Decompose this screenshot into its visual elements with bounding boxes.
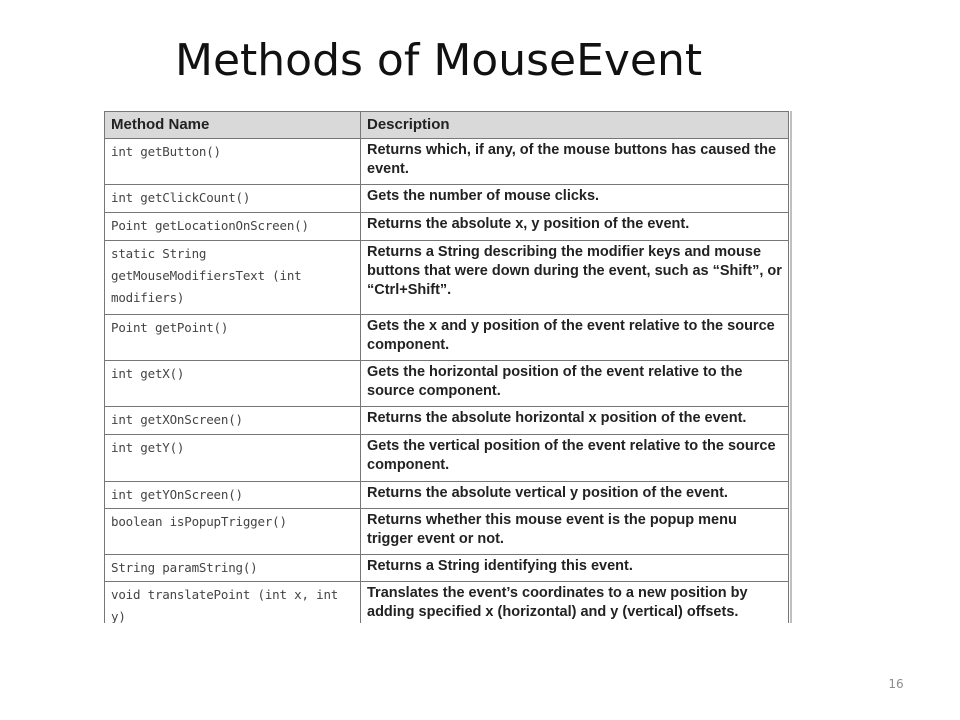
table-row [105,555,789,582]
method-name-header: Method Name [105,112,361,139]
method-signature: Point getLocationOnScreen() [105,213,361,241]
slide-title: Methods of MouseEvent [175,35,703,86]
method-description: Returns which, if any, of the mouse buttons has caused the event. [361,139,789,185]
method-description: Translates the event’s coordinates to a new position by adding specified x (horizontal) and y (vertical) offsets. [361,582,789,624]
method-signature: int getYOnScreen() [105,482,361,509]
method-signature: int getY() [105,435,361,482]
page-number: 16 [888,677,904,691]
table-row [105,509,789,555]
method-description: Returns whether this mouse event is the popup menu trigger event or not. [361,509,789,555]
method-description: Gets the vertical position of the event relative to the source component. [361,435,789,482]
method-signature: String paramString() [105,555,361,582]
table-row [105,315,789,361]
method-description: Returns a String identifying this event. [361,555,789,582]
method-description: Gets the x and y position of the event relative to the source component. [361,315,789,361]
table-row [105,407,789,435]
method-description: Returns a String describing the modifier keys and mouse buttons that were down during the event, such as “Shift”, or “Ctrl+Shift”. [361,241,789,315]
method-signature: Point getPoint() [105,315,361,361]
table-header-row [105,112,789,139]
method-signature: void translatePoint (int x, int y) [105,582,361,624]
table-row [105,482,789,509]
method-description: Gets the horizontal position of the event relative to the source component. [361,361,789,407]
description-header: Description [361,112,789,139]
method-description: Returns the absolute horizontal x position of the event. [361,407,789,435]
table-row [105,213,789,241]
method-description: Returns the absolute vertical y position of the event. [361,482,789,509]
table-row [105,185,789,213]
method-signature: int getButton() [105,139,361,185]
table-row [105,582,789,624]
table-row [105,139,789,185]
method-signature: int getClickCount() [105,185,361,213]
method-signature: int getXOnScreen() [105,407,361,435]
methods-table [104,111,789,623]
method-signature: static String getMouseModifiersText (int modifiers) [105,241,361,315]
table-row [105,435,789,482]
method-signature: boolean isPopupTrigger() [105,509,361,555]
table-row [105,361,789,407]
method-description: Gets the number of mouse clicks. [361,185,789,213]
table-row [105,241,789,315]
method-description: Returns the absolute x, y position of the event. [361,213,789,241]
method-table-image [104,111,792,623]
method-signature: int getX() [105,361,361,407]
